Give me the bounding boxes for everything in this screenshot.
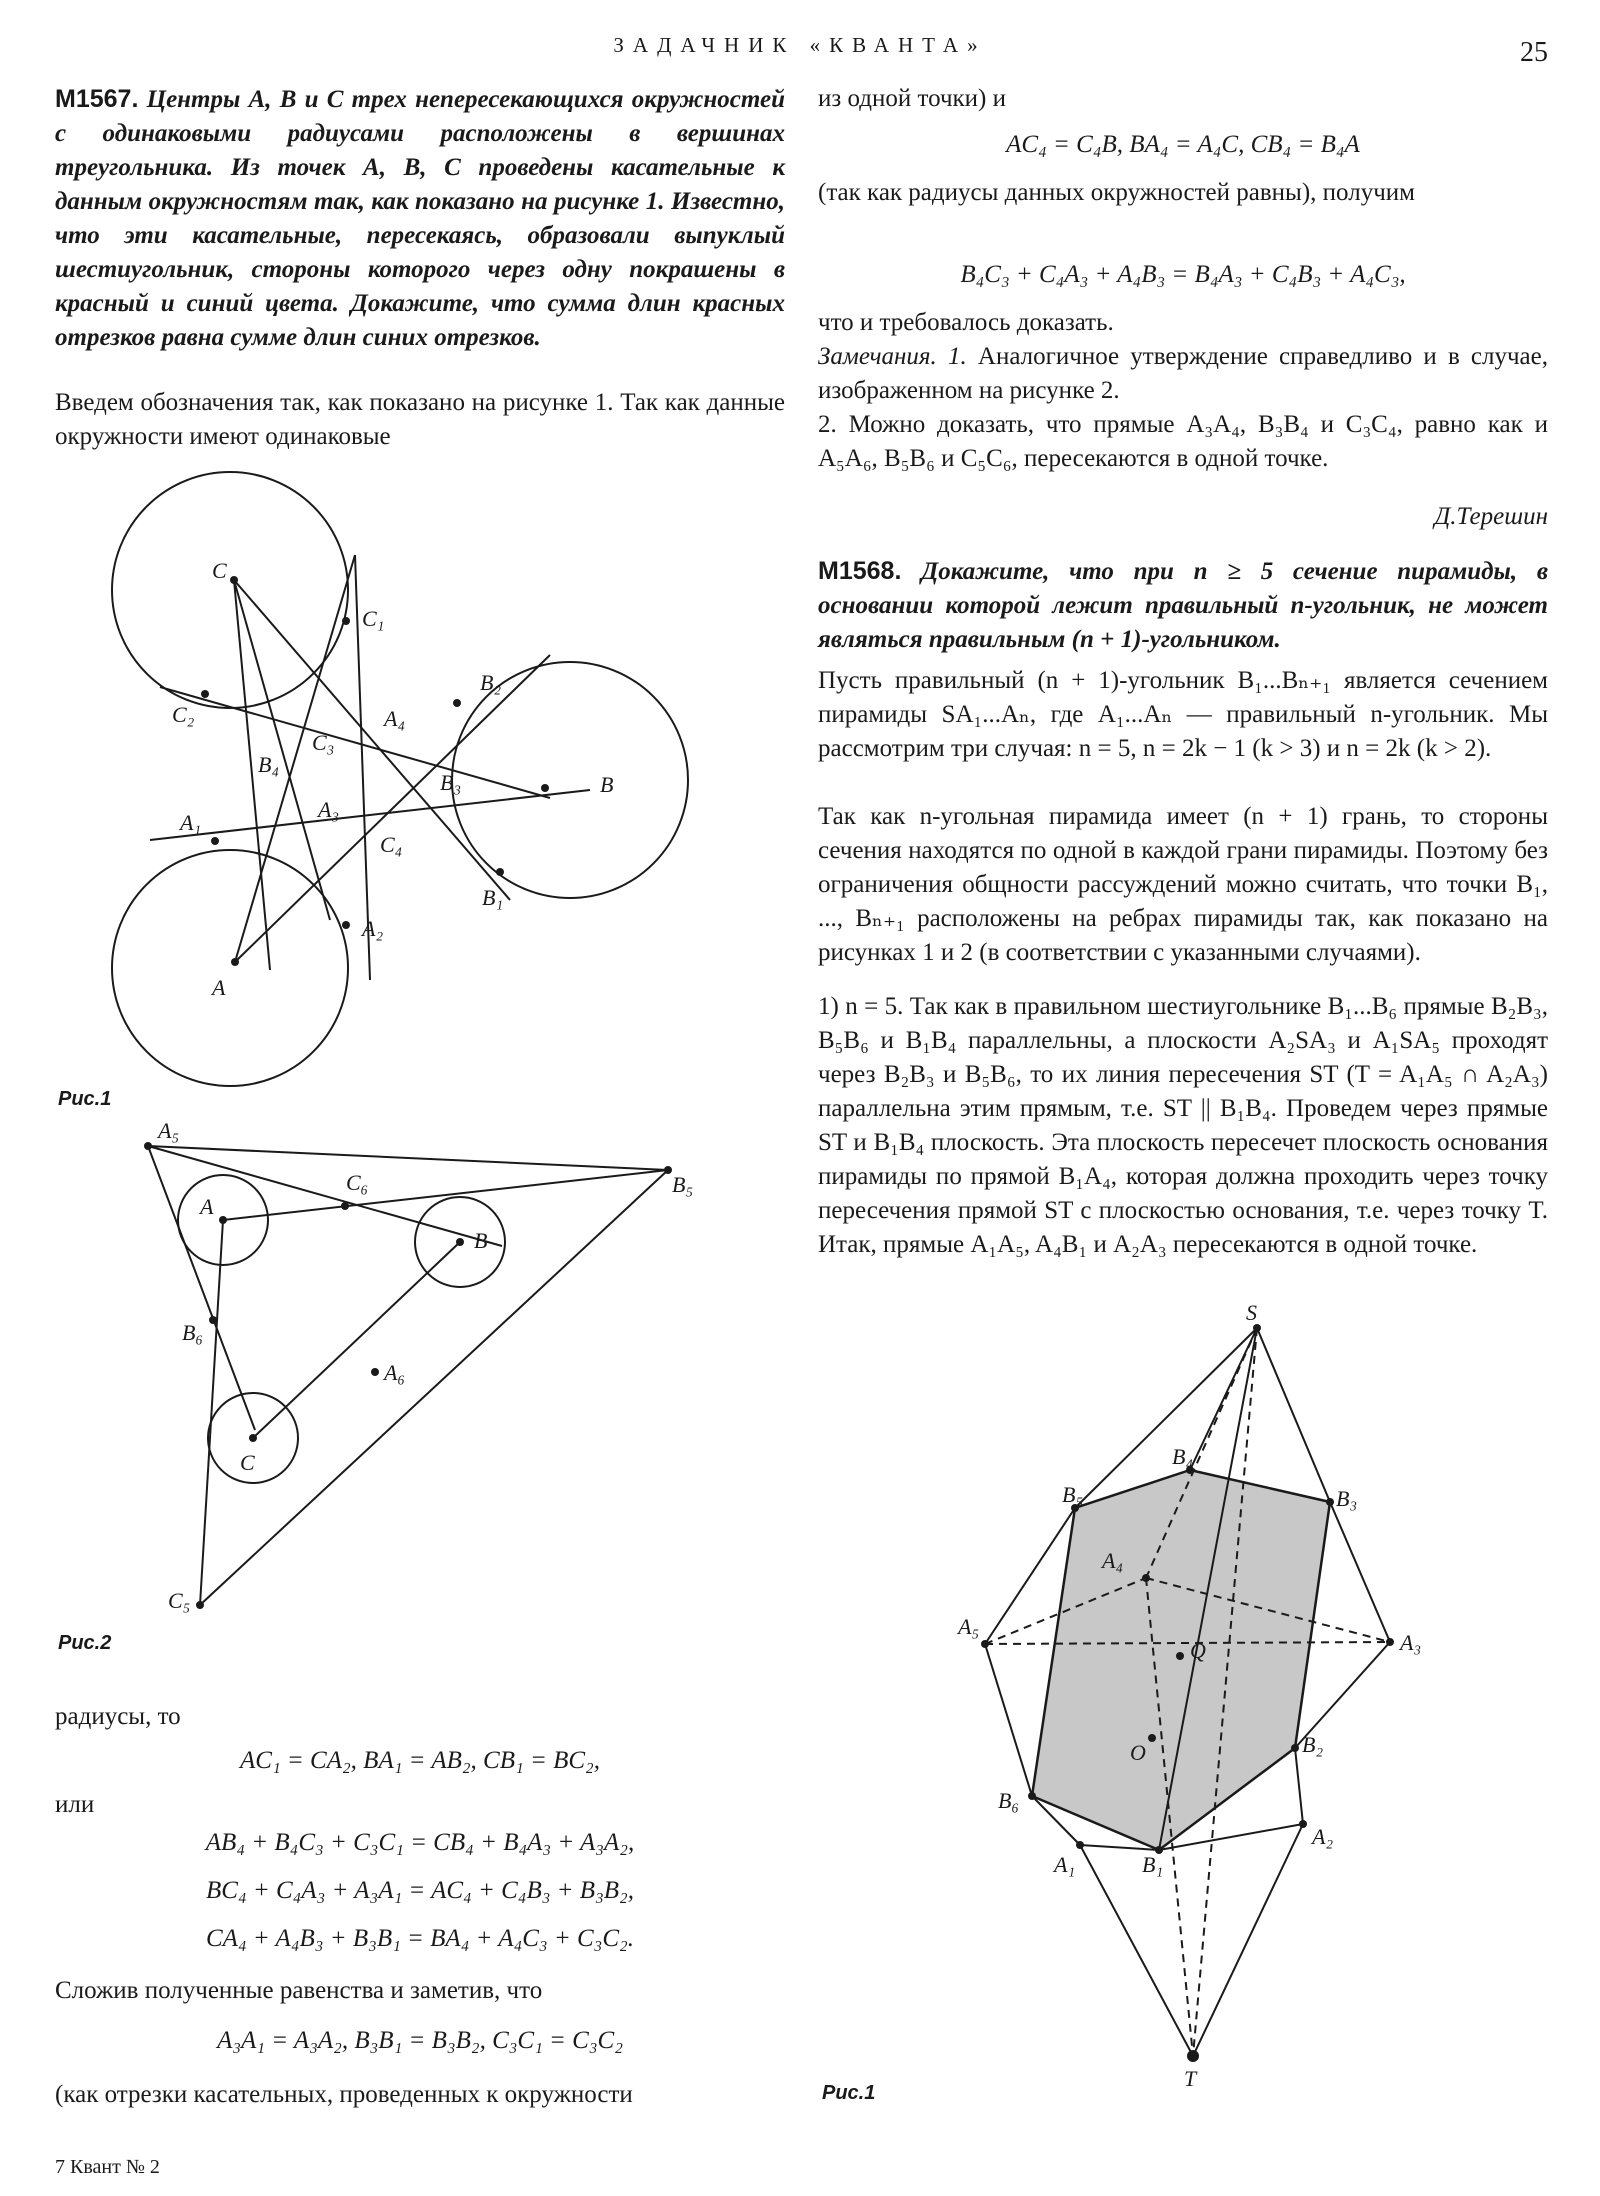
fig2-label-a6: A₆	[384, 1360, 406, 1385]
line-a-b5	[223, 1170, 668, 1220]
fig1-label-b4: B₄	[258, 752, 280, 777]
fig3-label-b6: B₆	[998, 1788, 1020, 1813]
fig3-label-b1: B₁	[1142, 1852, 1164, 1877]
remark-2: 2. Можно доказать, что прямые A₃A₄, B₃B₄ и C₃C₄, равно как и A₅A₆, B₅B₆ и C₅C₆, пересекаются в одной точке.	[818, 411, 1548, 472]
fig3-label-s: S	[1246, 1300, 1257, 1325]
tangent-note: (как отрезки касательных, проведенных к окружности	[55, 2081, 633, 2108]
fig1-label-a: A	[212, 975, 226, 1000]
line-a1-b	[150, 790, 590, 840]
line-b5-c5	[200, 1170, 668, 1605]
radii-text: радиусы, то	[55, 1703, 181, 1730]
fig1-label-b3: B₃	[440, 770, 462, 795]
fig2-label-a: A	[200, 1194, 214, 1219]
fig3-label-a1: A₁	[1054, 1852, 1076, 1877]
fig3-label-b3: B₃	[1336, 1486, 1358, 1511]
page-footer: 7 Квант № 2	[55, 2156, 160, 2178]
line-a-b2	[235, 655, 550, 962]
continuation-2: (так как радиусы данных окружностей равны), получим	[818, 179, 1415, 206]
equation-5: A₃A₁ = A₃A₂, B₃B₁ = B₃B₂, C₃C₁ = C₃C₂	[217, 2027, 623, 2054]
fig3-label-b2: B₂	[1302, 1732, 1324, 1757]
fig1-label-b1: B₁	[482, 885, 504, 910]
problem-1567-id: М1567.	[55, 85, 139, 113]
line-a5-c	[148, 1146, 255, 1430]
page-number: 25	[1520, 37, 1548, 68]
fig2-label-c5: C₅	[168, 1588, 191, 1613]
problem-1567-statement: Центры A, B и C трех непересекающихся окружностей с одинаковыми радиусами расположены в вершинах треугольника. Из точек A, B, C проведены касательные к данным окружностям так, как показано на рисунке 1. Известно, что эти касательные, пересекаясь, образовали выпуклый шестиугольник, стороны которого через одну покрашены в красный и синий цвета. Докажите, что сумма длин красных отрезков равна сумме длин синих отрезков.	[55, 86, 785, 351]
fig2-label-b: B	[474, 1228, 488, 1253]
remark-1	[818, 340, 1548, 408]
edge-s-b4	[1190, 1328, 1257, 1470]
fig3-label-t: T	[1184, 2066, 1197, 2091]
line-a5-b5-top	[148, 1146, 668, 1170]
equation-4: CA₄ + A₄B₃ + B₃B₁ = BA₄ + A₄C₃ + C₃C₂.	[206, 1925, 634, 1952]
fig3-label-a2: A₂	[1312, 1824, 1334, 1849]
fig1-label-c2: C₂	[172, 702, 195, 727]
author-signature: Д.Терешин	[1434, 503, 1548, 530]
equation-3: BC₄ + C₄A₃ + A₃A₁ = AC₄ + C₄B₃ + B₃B₂,	[206, 1877, 634, 1904]
equation-2: AB₄ + B₄C₃ + C₃C₁ = CB₄ + B₄A₃ + A₃A₂,	[205, 1829, 635, 1856]
fig2-label-b6: B₆	[182, 1320, 204, 1345]
line-c-b	[253, 1242, 460, 1438]
adding-text: Сложив полученные равенства и заметив, что	[55, 1977, 543, 2004]
fig2-label-c6: C₆	[346, 1170, 369, 1195]
edge-b3-a3	[1330, 1502, 1390, 1642]
problem-1567-statement-block	[55, 82, 785, 355]
fig3-label-a4: A₄	[1102, 1548, 1124, 1573]
line-a-c1	[235, 555, 355, 962]
fig1-label-c4: C₄	[380, 832, 403, 857]
fig1-label-a3: A₃	[318, 797, 340, 822]
solution-paragraph-2: Так как n-угольная пирамида имеет (n + 1) грань, то стороны сечения находятся по одной в каждой грани пирамиды. Поэтому без ограничения общности рассуждений можно считать, что точки B₁, ..., Bₙ₊₁ расположены на ребрах пирамиды так, как показано на рисунках 1 и 2 (в соответствии с указанными случаями).	[818, 803, 1548, 966]
intro-paragraph: Введем обозначения так, как показано на рисунке 1. Так как данные окружности имеют одинаковые	[55, 389, 785, 450]
fig1-label-b2: B₂	[480, 670, 502, 695]
fig1-label-a4: A₄	[384, 706, 406, 731]
figure-1-caption-left: Рис.1	[58, 1088, 112, 1110]
figure-pyramid-caption: Рис.1	[822, 2082, 876, 2104]
equation-1: AC₁ = CA₂, BA₁ = AB₂, CB₁ = BC₂,	[240, 1747, 600, 1774]
base-a5-a3	[985, 1642, 1390, 1644]
figure-2-circles	[120, 1110, 720, 1630]
or-text: или	[55, 1791, 95, 1818]
problem-1568-statement: Докажите, что при n ≥ 5 сечение пирамиды, в основании которой лежит правильный n-угольник, не может являться правильным (n + 1)-угольником.	[818, 558, 1549, 653]
fig1-label-c3: C₃	[312, 730, 335, 755]
fig3-label-q: Q	[1190, 1638, 1206, 1663]
fig3-label-b5: B₅	[1062, 1482, 1084, 1507]
line-c5-a	[200, 1220, 223, 1605]
problem-1568-id: М1568.	[818, 557, 902, 585]
fig3-label-o: O	[1130, 1740, 1146, 1765]
fig3-label-b4: B₄	[1172, 1444, 1194, 1469]
figure-pyramid-section	[950, 1300, 1450, 2100]
equation-7: B₄C₃ + C₄A₃ + A₄B₃ = B₄A₃ + C₄B₃ + A₄C₃,	[960, 261, 1406, 288]
fig1-label-c1: C₁	[362, 606, 385, 631]
remark-1-text: Аналогичное утверждение справедливо и в случае, изображенном на рисунке 2.	[818, 343, 1549, 404]
continuation-1: из одной точки) и	[818, 85, 1007, 112]
fig1-label-a1: A₁	[180, 810, 202, 835]
edge-b2-a2	[1295, 1748, 1303, 1824]
proved-text: что и требовалось доказать.	[818, 309, 1114, 336]
fig1-label-c: C	[212, 558, 227, 583]
fig1-label-a2: A₂	[362, 916, 384, 941]
solution-paragraph-3: 1) n = 5. Так как в правильном шестиугольнике B₁...B₆ прямые B₂B₃, B₅B₆ и B₁B₄ параллельны, а плоскости A₂SA₃ и A₁SA₅ проходят через B₂B₃ и B₅B₆, то их линия пересечения ST (T = A₁A₅ ∩ A₂A₃) параллельна этим прямым, т.е. ST || B₁B₄. Проведем через прямые ST и B₁B₄ плоскость. Эта плоскость пересечет плоскость основания пирамиды по прямой B₁A₄, которая должна проходить через точку пересечения прямой ST с плоскостью основания, т.е. через точку T. Итак, прямые A₁A₅, A₄B₁ и A₂A₃ пересекаются в одной точке.	[818, 993, 1548, 1258]
problem-1568-statement-block	[818, 554, 1548, 657]
edge-s-b3	[1257, 1328, 1330, 1502]
edge-a5-b6	[985, 1644, 1032, 1796]
figure-2-caption: Рис.2	[58, 1632, 112, 1654]
equation-6: AC₄ = C₄B, BA₄ = A₄C, CB₄ = B₄A	[1006, 131, 1360, 158]
fig3-label-a3: A₃	[1400, 1630, 1422, 1655]
hexagon-section	[1032, 1470, 1330, 1850]
fig3-label-a5: A₅	[958, 1614, 980, 1639]
fig2-label-c: C	[240, 1450, 255, 1475]
figure-1-circles	[90, 480, 614, 1090]
solution-paragraph-1: Пусть правильный (n + 1)-угольник B₁...Bₙ₊₁ является сечением пирамиды SA₁...Aₙ, где A₁...Aₙ — правильный n-угольник. Мы рассмотрим три случая: n = 5, n = 2k − 1 (k > 3) и n = 2k (k > 2).	[818, 667, 1548, 762]
remark-1-label: Замечания. 1.	[818, 343, 967, 370]
fig1-label-b: B	[600, 772, 614, 797]
fig2-label-b5: B₅	[672, 1172, 694, 1197]
journal-header: ЗАДАЧНИК «КВАНТА»	[613, 33, 987, 57]
line-c2-b	[160, 687, 550, 798]
fig2-label-a5: A₅	[158, 1118, 180, 1143]
